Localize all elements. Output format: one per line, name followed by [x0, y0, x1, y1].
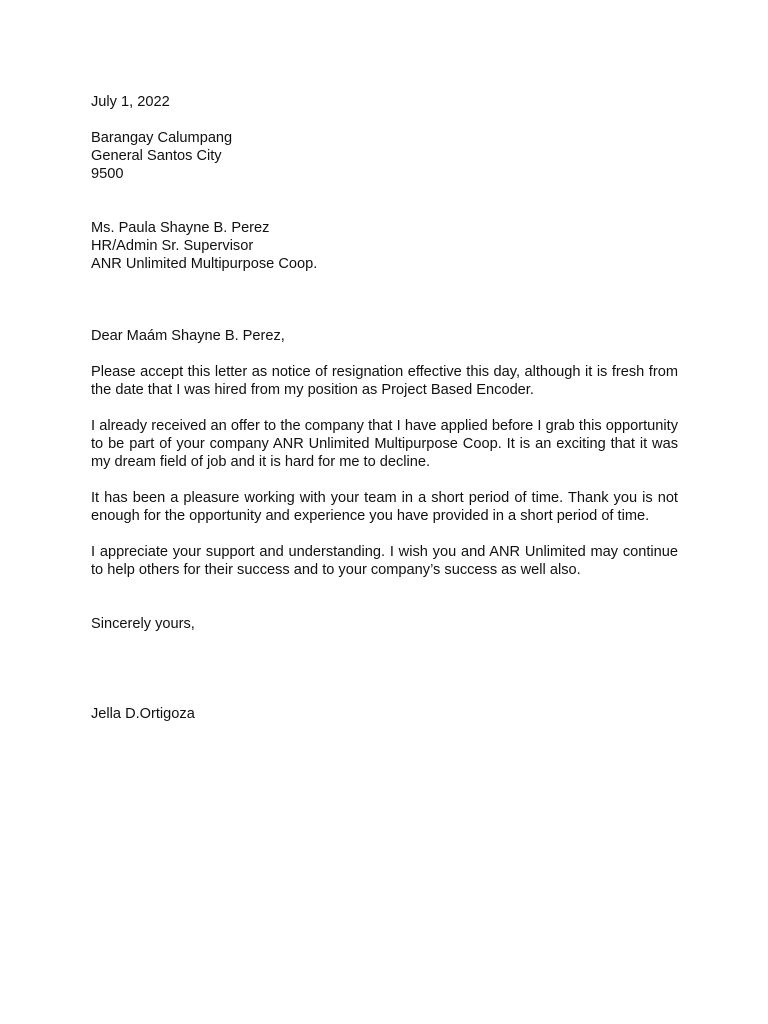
sender-address-line: Barangay Calumpang [91, 130, 233, 146]
body-paragraph: I already received an offer to the company that I have applied before I grab this opportunity to be part of your company ANR Unlimited Multipurpose Coop. It is an exciting that it was my dream field of job and it is hard for me to decline. [91, 418, 678, 470]
signature-name: Jella D.Ortigoza [91, 706, 195, 722]
recipient-company: ANR Unlimited Multipurpose Coop. [91, 256, 318, 272]
salutation: Dear Maám Shayne B. Perez, [91, 328, 285, 344]
recipient-title: HR/Admin Sr. Supervisor [91, 238, 254, 254]
sender-address-line: General Santos City [91, 148, 222, 164]
body-paragraph: I appreciate your support and understanding. I wish you and ANR Unlimited may continue to help others for their success and to your company’s success as well also. [91, 544, 678, 578]
sender-address-line: 9500 [91, 166, 124, 182]
recipient-block [91, 219, 678, 273]
recipient-name: Ms. Paula Shayne B. Perez [91, 220, 270, 236]
body-paragraph: It has been a pleasure working with your team in a short period of time. Thank you is not enough for the opportunity and experience you have provided in a short period of time. [91, 490, 678, 524]
closing: Sincerely yours, [91, 616, 195, 632]
letter-page [91, 93, 678, 723]
body-paragraph: Please accept this letter as notice of resignation effective this day, although it is fresh from the date that I was hired from my position as Project Based Encoder. [91, 364, 678, 398]
letter-date: July 1, 2022 [91, 94, 170, 110]
sender-address [91, 129, 678, 183]
